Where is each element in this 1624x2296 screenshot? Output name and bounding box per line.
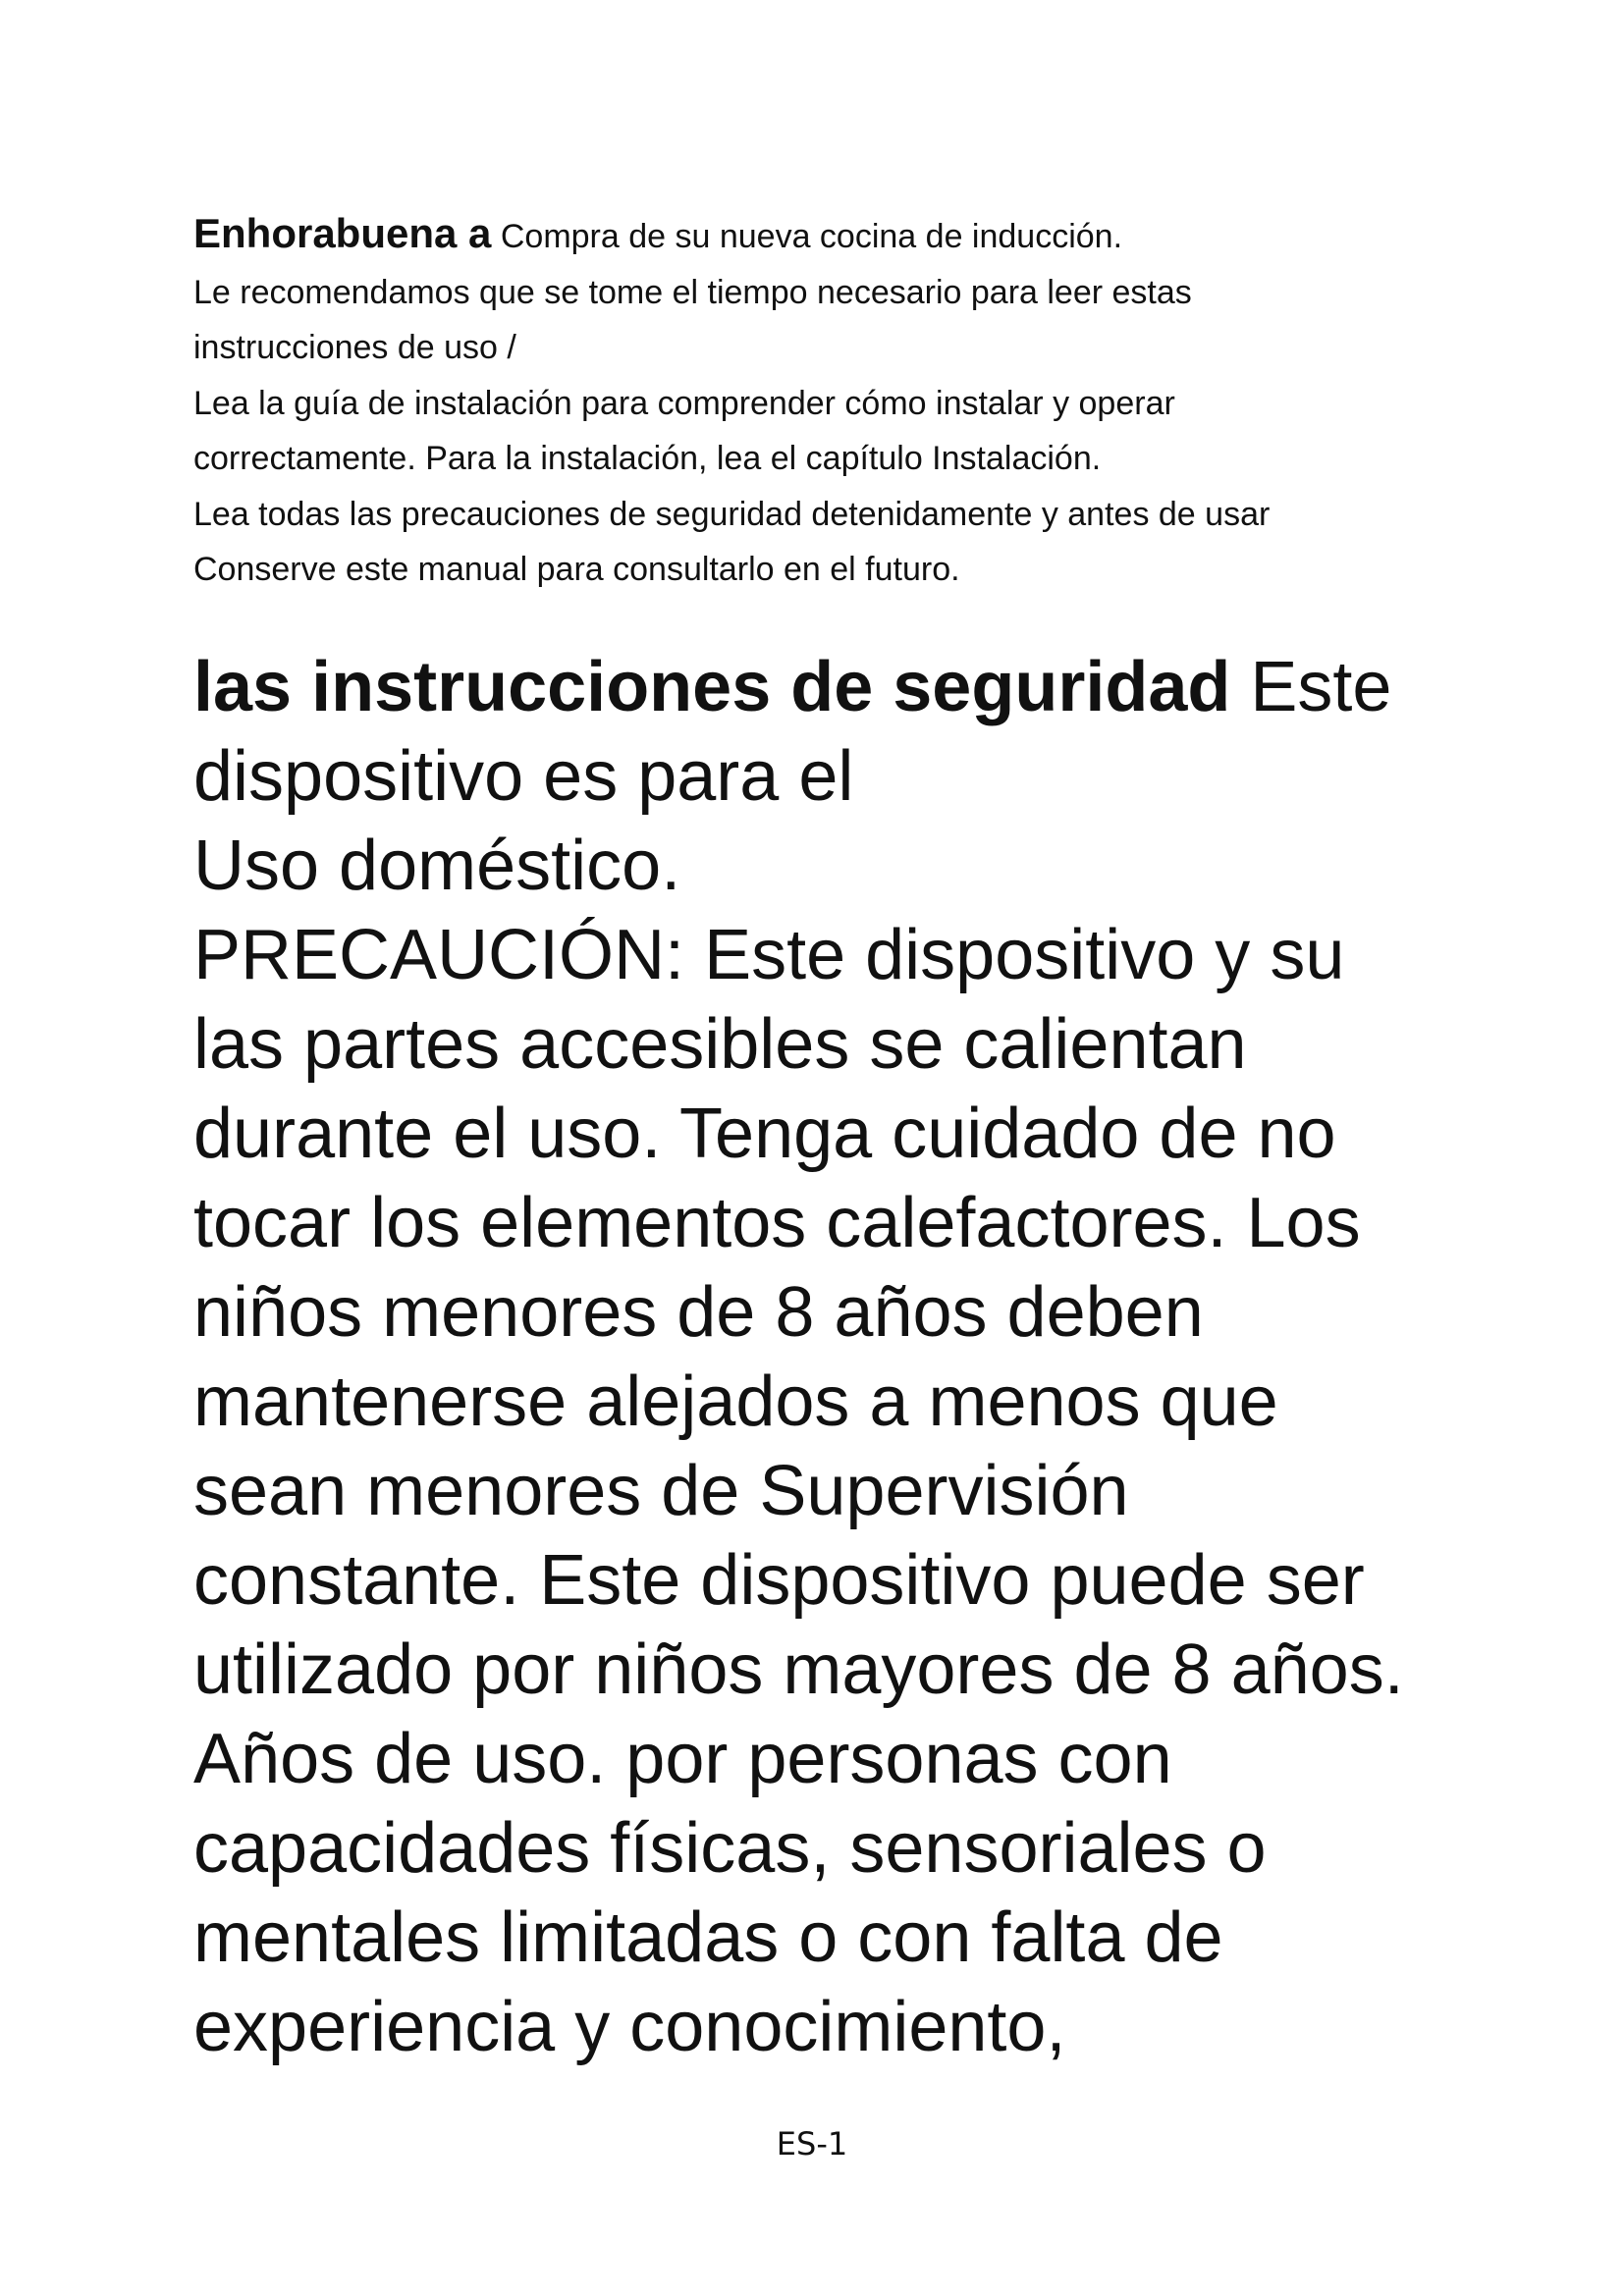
safety-line: sean menores de Supervisión bbox=[193, 1452, 1129, 1530]
intro-line: Lea la guía de instalación para comprender cómo instalar y operar bbox=[193, 384, 1175, 422]
safety-heading-rest: Este bbox=[1230, 648, 1392, 726]
safety-line: experiencia y conocimiento, bbox=[193, 1988, 1066, 2066]
safety-line: capacidades físicas, sensoriales o bbox=[193, 1809, 1267, 1888]
safety-line: mantenerse alejados a menos que bbox=[193, 1362, 1278, 1441]
page-number: ES-1 bbox=[776, 2125, 848, 2163]
safety-line: mentales limitadas o con falta de bbox=[193, 1898, 1223, 1977]
safety-line: PRECAUCIÓN: Este dispositivo y su bbox=[193, 916, 1345, 994]
safety-line: niños menores de 8 años deben bbox=[193, 1273, 1204, 1352]
intro-lead-text: Compra de su nueva cocina de inducción. bbox=[500, 218, 1123, 255]
intro-line: Conserve este manual para consultarlo en el futuro. bbox=[193, 551, 960, 588]
safety-line: las partes accesibles se calientan bbox=[193, 1005, 1247, 1084]
intro-line: correctamente. Para la instalación, lea el capítulo Instalación. bbox=[193, 440, 1102, 477]
safety-heading: las instrucciones de seguridad bbox=[193, 648, 1231, 726]
safety-section bbox=[193, 643, 1568, 2072]
safety-line: tocar los elementos calefactores. Los bbox=[193, 1184, 1361, 1262]
intro-lead-bold: Enhorabuena a bbox=[193, 210, 492, 256]
safety-line: Años de uso. por personas con bbox=[193, 1720, 1172, 1798]
intro-section bbox=[193, 206, 1470, 598]
safety-line: Uso doméstico. bbox=[193, 827, 681, 905]
intro-line: Le recomendamos que se tome el tiempo necesario para leer estas bbox=[193, 273, 1192, 311]
safety-heading-line bbox=[193, 643, 1568, 732]
safety-line: constante. Este dispositivo puede ser bbox=[193, 1541, 1365, 1620]
safety-line: durante el uso. Tenga cuidado de no bbox=[193, 1095, 1336, 1173]
intro-line: instrucciones de uso / bbox=[193, 329, 516, 366]
safety-line: utilizado por niños mayores de 8 años. bbox=[193, 1630, 1404, 1709]
intro-lead-line bbox=[193, 206, 1470, 265]
intro-line: Lea todas las precauciones de seguridad detenidamente y antes de usar bbox=[193, 495, 1271, 533]
safety-line: dispositivo es para el bbox=[193, 737, 854, 816]
